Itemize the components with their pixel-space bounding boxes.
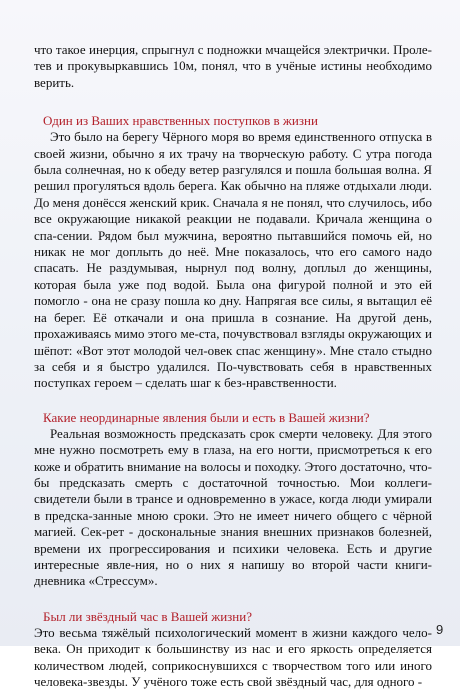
section-paragraph-moral-act: Это было на берегу Чёрного моря во время единственного отпуска в своей жизни, обычно я их трачу на творческую работу. С утра погода была солнечная, но к обеду ветер разгулялся и пошла большая волна. Я решил прогуляться вдоль берега. Как обычно на пляже отдыхали люди. До меня донёсся женский крик. Сначала я не понял, что случилось, ибо все окружающие никакой реакции не подавали. Кричала женщина о спа-сении. Рядом был мужчина, вероятно пытавшийся помочь ей, но никак не мог доплыть до неё. Мне показалось, что его самого надо спасать. Не раздумывая, нырнул под волну, доплыл до женщины, которая была уже под водой. Была она фигурой полной и это ей помогло - она не сразу пошла ко дну. Напрягая все силы, я вытащил её на берег. Её откачали и она пришла в сознание. На другой день, прохаживаясь мимо этого ме-ста, почувствовал взгляды окружающих и шёпот: «Вот этот молодой чел-овек спас женщину». Мне стало стыдно за себя и я быстро удалился. По-чувствовать себя в нравственных поступках героем – сделать шаг к без-нравственности.	[34, 129, 432, 391]
section-heading-unusual-phenomena: Какие неординарные явления были и есть в Вашей жизни?	[43, 409, 370, 425]
section-paragraph-star-hour: Это весьма тяжёлый психологический момент в жизни каждого чело-века. Он приходит к большинству из нас и его яркость определяется количеством людей, соприкоснувшихся с творчеством того или иного человека-звезды. У учёного тоже есть свой звёздный час, для одного -	[34, 624, 432, 689]
section-heading-moral-act: Один из Ваших нравственных поступков в жизни	[43, 113, 318, 129]
section-heading-star-hour: Был ли звёздный час в Вашей жизни?	[43, 608, 252, 624]
section-paragraph-unusual-phenomena: Реальная возможность предсказать срок смерти человеку. Для этого мне нужно посмотреть ему в глаза, на его ногти, присмотреться к его коже и обратить внимание на волосы и походку. Этого достаточно, что-бы предсказать смерть с достаточной точностью. Мои коллеги-свидетели были в трансе и одновременно в ужасе, когда люди умирали в предска-занные мною сроки. Это не имеет ничего общего с чёрной магией. Сек-рет - доскональные знания внешних признаков болезней, времени их прогрессирования и психики человека. Есть и другие интересные явле-ния, но о них я напишу во второй части книги-дневника «Стрессум».	[34, 425, 432, 589]
page-number: 9	[436, 622, 444, 637]
page-content	[34, 42, 432, 690]
intro-paragraph: что такое инерция, спрыгнул с подножки мчащейся электрички. Проле-тев и прокувыркавшись 10м, понял, что в учёные истины необходимо верить.	[34, 42, 432, 90]
